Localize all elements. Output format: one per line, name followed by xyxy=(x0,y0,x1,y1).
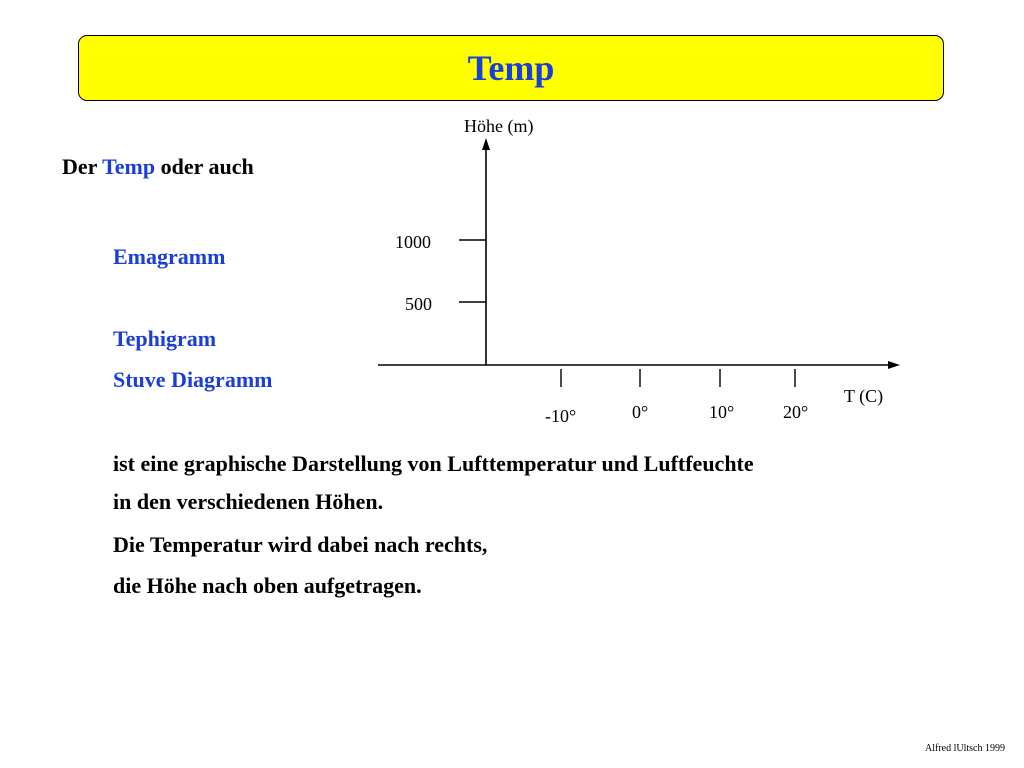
y-tick-label-1000: 1000 xyxy=(395,232,431,252)
term-stuve-diagramm: Stuve Diagramm xyxy=(113,367,273,392)
y-tick-label-500: 500 xyxy=(405,294,432,314)
x-tick-label-0: 0° xyxy=(632,402,649,422)
x-axis-arrow xyxy=(888,361,900,369)
description-line-1: ist eine graphische Darstellung von Lufttemperatur und Luftfeuchte xyxy=(113,451,754,476)
description-line-3: Die Temperatur wird dabei nach rechts, xyxy=(113,532,488,557)
description-line-4: die Höhe nach oben aufgetragen. xyxy=(113,573,422,598)
slide-title: Temp xyxy=(467,48,555,88)
intro-highlight: Temp xyxy=(102,154,156,179)
intro-suffix: oder auch xyxy=(160,154,254,179)
footer-credit: Alfred lUltsch 1999 xyxy=(925,743,1005,754)
x-axis-label: T (C) xyxy=(844,386,884,406)
x-tick-label-20: 20° xyxy=(783,402,809,422)
intro-prefix: Der xyxy=(62,154,98,179)
y-axis-label: Höhe (m) xyxy=(464,116,534,136)
description-line-2: in den verschiedenen Höhen. xyxy=(113,489,384,514)
x-tick-label-10: 10° xyxy=(709,402,735,422)
term-tephigram: Tephigram xyxy=(113,326,217,351)
y-axis-arrow xyxy=(482,138,490,150)
x-tick-label-minus10: -10° xyxy=(545,406,577,426)
term-emagramm: Emagramm xyxy=(113,244,226,269)
